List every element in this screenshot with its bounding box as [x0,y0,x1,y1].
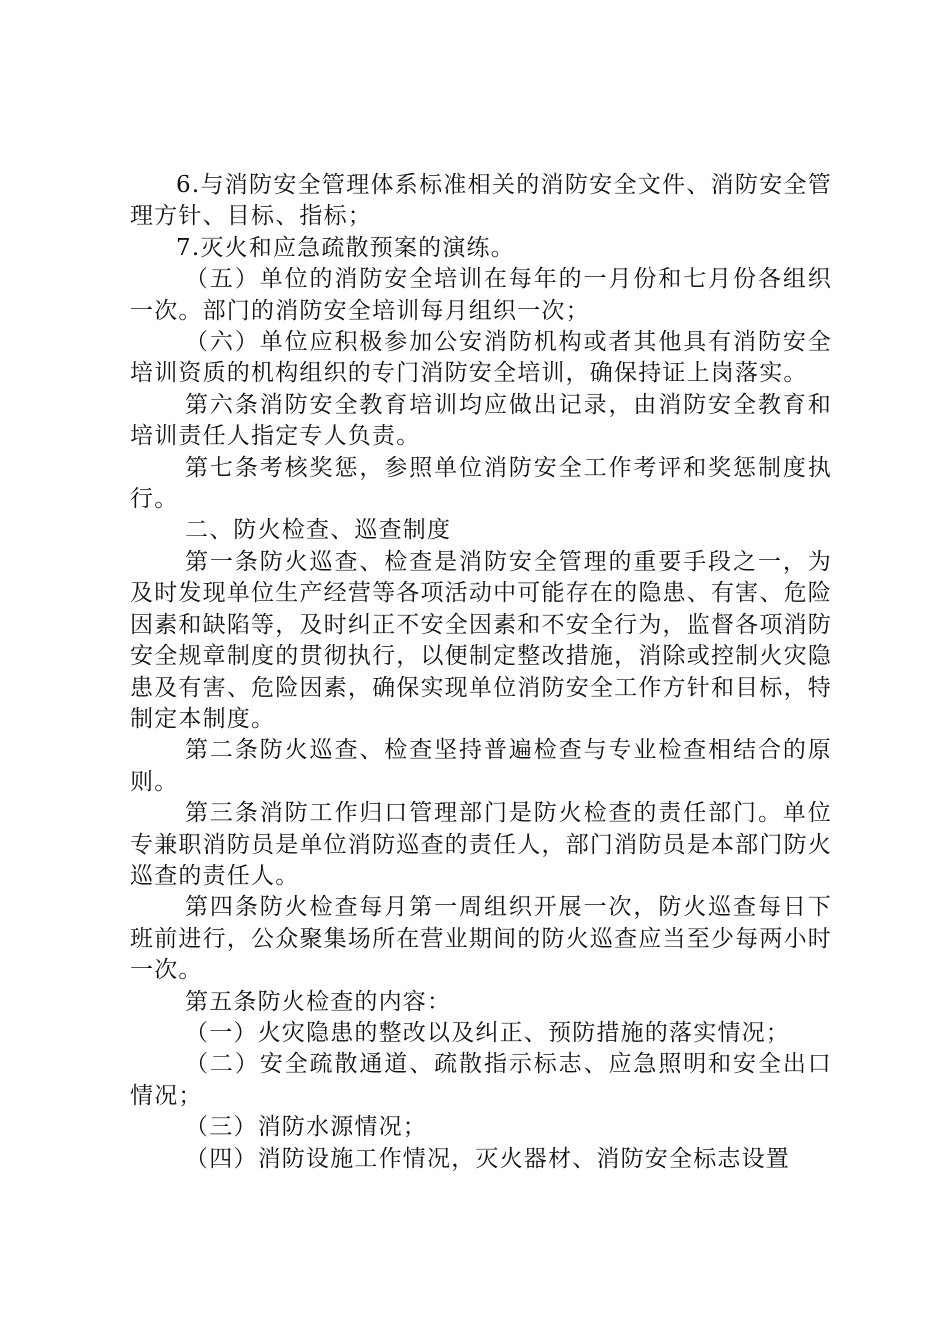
paragraph-inspection-item-1: （一）火灾隐患的整改以及纠正、预防措施的落实情况； [185,1019,790,1046]
paragraph-inspection-article-5: 第五条防火检查的内容： [185,988,452,1015]
paragraph-inspection-article-4: 第四条防火检查每月第一周组织开展一次，防火巡查每日下班前进行，公众聚集场所在营业期间的防火巡查应当至少每两小时一次。 [130,894,832,984]
paragraph-item-6: 6.与消防安全管理体系标准相关的消防安全文件、消防安全管理方针、目标、指标； [130,172,832,230]
paragraph-inspection-item-2: （二）安全疏散通道、疏散指示标志、应急照明和安全出口情况； [130,1051,832,1109]
paragraph-inspection-item-4: （四）消防设施工作情况，灭火器材、消防安全标志设置 [185,1145,790,1172]
paragraph-inspection-article-3: 第三条消防工作归口管理部门是防火检查的责任部门。单位专兼职消防员是单位消防巡查的责任人，部门消防员是本部门防火巡查的责任人。 [130,800,832,889]
paragraph-article-7: 第七条考核奖惩，参照单位消防安全工作考评和奖惩制度执行。 [130,454,832,513]
document-body [130,170,832,1175]
paragraph-inspection-article-2: 第二条防火巡查、检查坚持普遍检查与专业检查相结合的原则。 [130,737,832,795]
paragraph-article-6: 第六条消防安全教育培训均应做出记录，由消防安全教育和培训责任人指定专人负责。 [130,391,832,450]
paragraph-section-6: （六）单位应积极参加公安消防机构或者其他具有消防安全培训资质的机构组织的专门消防安全培训，确保持证上岗落实。 [130,329,832,387]
paragraph-item-7: 7.灭火和应急疏散预案的演练。 [176,234,515,261]
paragraph-inspection-article-1: 第一条防火巡查、检查是消防安全管理的重要手段之一，为及时发现单位生产经营等各项活动中可能存在的隐患、有害、危险因素和缺陷等，及时纠正不安全因素和不安全行为，监督各项消防安全规章制度的贯彻执行，以便制定整改措施，消除或控制火灾隐患及有害、危险因素，确保实现单位消防安全工作方针和目标，特制定本制度。 [130,548,832,732]
section-heading-fire-inspection: 二、防火检查、巡查制度 [185,517,452,544]
paragraph-inspection-item-3: （三）消防水源情况； [185,1114,427,1141]
paragraph-section-5: （五）单位的消防安全培训在每年的一月份和七月份各组织一次。部门的消防安全培训每月组织一次； [130,266,832,324]
